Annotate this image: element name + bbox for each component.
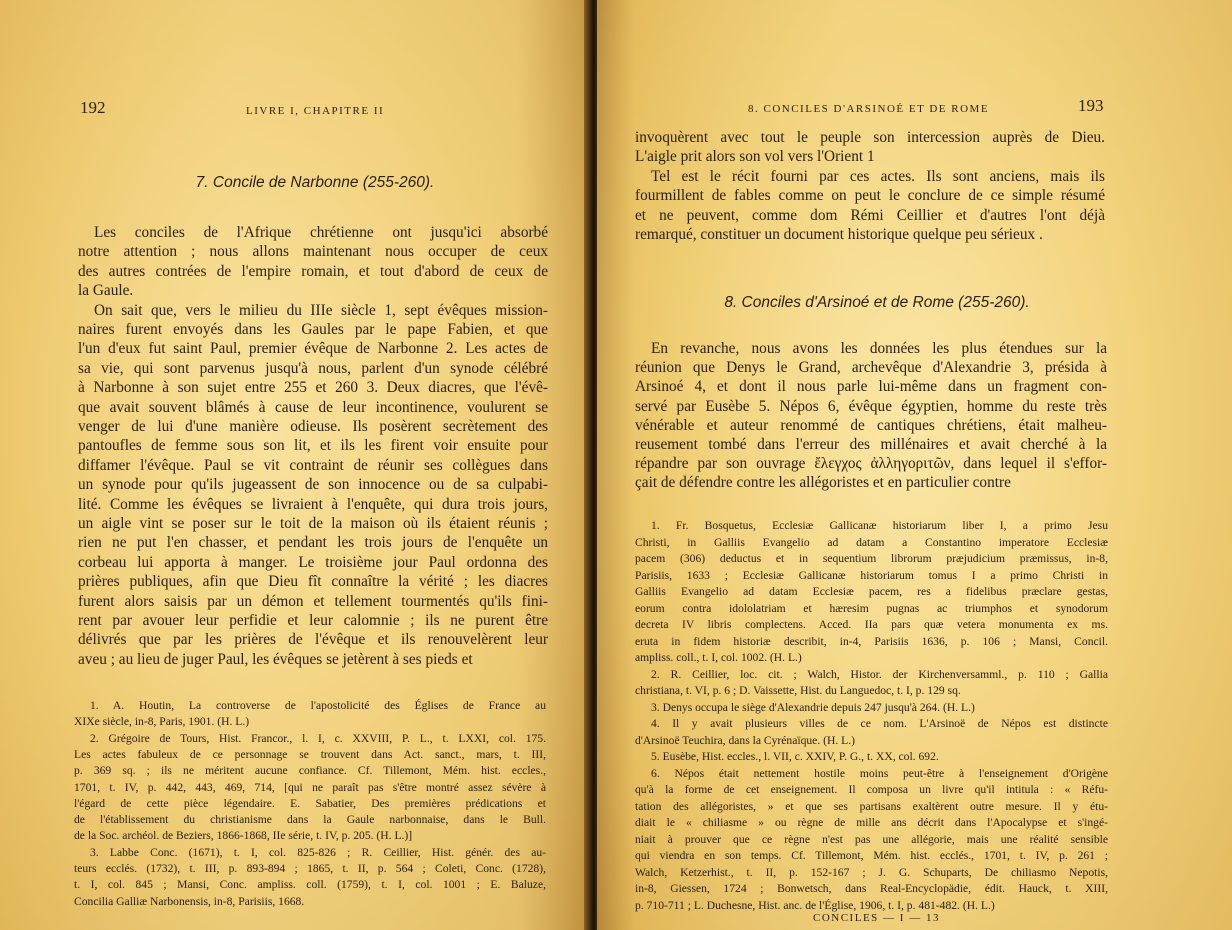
footnote-line: tation des allégoristes, » et que ses partisans exaltèrent outre mesure. Il y étu- (635, 799, 1108, 813)
footnote-line: ampliss. coll., t. I, col. 1002. (H. L.) (635, 651, 802, 664)
text-line: l'un d'eux fut saint Paul, premier évêque de Narbonne 2. Les actes de (78, 340, 548, 358)
footnote-line: 1701, t. IV, p. 442, 443, 469, 714, [qui ne paraît pas s'être montré assez sévère à (74, 780, 546, 794)
text-line: rent par avouer leur perfidie et leur calomnie ; ils ne purent être (78, 612, 548, 629)
text-line: corbeau lui apporta à manger. Le troisième jour Paul ordonna des (78, 553, 548, 571)
text-line: pantoufles de femme sous son lit, et ils les firent voir ensuite pour (78, 437, 548, 455)
text-line: répandre par son ouvrage ἔλεγχος ἀλληγοριτῶν, dans lequel il s'effor- (635, 455, 1107, 473)
running-head: LIVRE I, CHAPITRE II (246, 105, 385, 117)
footnote-line: 3. Denys occupa le siège d'Alexandrie depuis 247 jusqu'à 264. (H. L.) (651, 700, 975, 714)
footnote-line: d'Arsinoë Teuchira, dans la Cyrénaïque. (H. L.) (635, 733, 855, 747)
footnote-line: 1. A. Houtin, La controverse de l'apostolicité des Églises de France au (90, 699, 546, 712)
text-line: On sait que, vers le milieu du IIIe siècle 1, sept évêques mission- (94, 301, 548, 319)
text-line: un aigle vint se poser sur le toit de la maison où ils étaient réunis ; (78, 515, 548, 532)
footnote-line: Concilia Galliæ Narbonensis, in-8, Parisiis, 1668. (74, 894, 305, 908)
footnote-line: 6. Népos était nettement hostile moins peut-être à l'enseignement d'Origène (651, 766, 1108, 780)
footnote-line: 2. Grégoire de Tours, Hist. Francor., l. I, c. XXVIII, P. L., t. LXXI, col. 175. (90, 731, 546, 745)
text-line: un synode pour qu'ils jugeassent de son innocence ou de sa culpabi- (78, 476, 548, 494)
text-line: réunion que Denys le Grand, archevêque d'Alexandrie 3, présida à (635, 359, 1107, 377)
footnote-line: diait le « chiliasme » ou règne de mille ans décrit dans l'Apocalypse et s'ingé- (635, 816, 1108, 829)
text-line: et ne peuvent, comme dom Rémi Ceillier et d'autres l'ont déjà (635, 206, 1105, 224)
footnote-line: in-8, Giessen, 1724 ; Bonwetsch, dans Real-Encyclopädie, édit. Hauck, t. XIII, (635, 882, 1108, 895)
footnote-line: t. I, col. 845 ; Mansi, Conc. ampliss. coll. (1759), t. I, col. 1001 ; E. Baluze, (74, 878, 546, 892)
running-head: 8. CONCILES D'ARSINOÉ ET DE ROME (748, 103, 990, 115)
footnote-line: de la Soc. archéol. de Beziers, 1866-1868, IIe série, t. IV, p. 205. (H. L.)] (74, 829, 413, 843)
signature-mark: CONCILES — I — 13 (813, 912, 940, 924)
text-line: diffamer l'évêque. Paul se vit contraint de réunir ses collègues dans (78, 456, 548, 474)
footnote-line: l'égard de cette pièce légendaire. E. Sabatier, Des premières prédications et (74, 796, 546, 810)
text-line: venger de lui d'une manière odieuse. Ils posèrent secrètement des (78, 418, 548, 435)
footnote-line: Parisiis, 1633 ; Ecclesiæ Gallicanæ historiarum tomus I a primo Christi in (635, 568, 1108, 582)
footnote-line: christiana, t. VI, p. 6 ; D. Vaissette, Hist. du Languedoc, t. I, p. 129 sq. (635, 684, 961, 697)
footnote-line: p. 369 sq. ; ils ne méritent aucune confiance. Cf. Tillemont, Mém. hist. eccles., (74, 764, 546, 778)
text-line: notre attention ; nous allons maintenant nous occuper de ceux (78, 243, 548, 261)
text-line: rien ne put l'en chasser, et pendant les trois jours de l'enquête un (78, 534, 548, 552)
footnote-line: XIXe siècle, in-8, Paris, 1901. (H. L.) (74, 715, 250, 729)
text-line: fourmillent de fables comme on peut le conclure de ce simple résumé (635, 187, 1105, 205)
text-line: remarqué, constituer un document historique quelque peu sérieux . (635, 226, 1043, 243)
text-line: furent alors saisis par un démon et tellement tourmentés qu'ils fini- (78, 592, 548, 610)
text-line: Les conciles de l'Afrique chrétienne ont jusqu'ici absorbé (94, 224, 548, 241)
text-line: L'aigle prit alors son vol vers l'Orient 1 (635, 148, 875, 166)
footnote-line: 3. Labbe Conc. (1671), t. I, col. 825-826 ; R. Ceillier, Hist. génér. des au- (90, 845, 546, 859)
footnote-line: teurs ecclés. (1732), t. III, p. 893-894 ; 1865, t. II, p. 564 ; Coleti, Conc. (1728), (74, 862, 546, 875)
text-line: servé par Eusèbe 5. Népos 6, évêque égyptien, homme du reste très (635, 397, 1107, 415)
right-page (597, 0, 1232, 930)
text-line: Tel est le récit fourni par ces actes. Ils sont anciens, mais ils (651, 167, 1105, 185)
left-page (0, 0, 588, 930)
footnote-line: Christi, in Galliis Evangelio ad datam a Constantino imperatore Ecclesiæ (635, 535, 1108, 549)
footnote-line: Les actes fabuleux de ce personnage se trouvent dans Act. sanct., mars, t. III, (74, 747, 546, 761)
text-line: vénérable et auteur renommé de cantiques chrétiens, était malheu- (635, 416, 1107, 434)
footnote-line: 1. Fr. Bosquetus, Ecclesiæ Gallicanæ historiarum liber I, a primo Jesu (651, 519, 1108, 532)
footnote-line: qui viendra en son temps. Cf. Tillemont, Mém. hist. ecclés., 1701, t. IV, p. 261 ; (635, 849, 1108, 862)
section-title: 8. Conciles d'Arsinoé et de Rome (255-260). (724, 294, 1030, 311)
page-number: 192 (80, 98, 106, 117)
text-line: lité. Comme les évêques se livraient à l'enquête, qui dura trois jours, (78, 495, 548, 513)
text-line: la Gaule. (78, 282, 134, 300)
footnote-line: qu'à la forme de cet enseignement. Il composa un livre qu'il intitula : « Réfu- (635, 783, 1108, 796)
footnote-line: decreta IV libris complectens. Acced. IIa pars quæ vetera monumenta ex ms. (635, 618, 1108, 631)
text-line: délivrés que par les prières de l'évêque et ils renouvelèrent leur (78, 631, 548, 649)
text-line: En revanche, nous avons les données les plus étendues sur la (651, 340, 1107, 357)
text-line: çait de défendre contre les allégoristes et en particulier contre (635, 474, 1011, 492)
page-number: 193 (1078, 96, 1104, 115)
text-line: naires furent envoyés dans les Gaules par le pape Fabien, et que (78, 321, 548, 338)
footnote-line: 4. Il y avait plusieurs villes de ce nom. L'Arsinoë de Népos est distincte (651, 717, 1108, 730)
footnote-line: pacem (306) deductus et in sequentium librorum præjudicium præmissus, in-8, (635, 552, 1108, 565)
footnote-line: p. 710-711 ; L. Duchesne, Hist. anc. de l'Église, 1906, t. I, p. 481-482. (H. L.) (635, 898, 995, 912)
text-line: Arsinoé 4, et dont il nous parle lui-même dans un fragment con- (635, 378, 1107, 396)
footnote-line: 2. R. Ceillier, loc. cit. ; Walch, Histor. der Kirchenversamml., p. 110 ; Gallia (651, 667, 1108, 681)
text-line: aveu ; au lieu de juger Paul, les évêques se jetèrent à ses pieds et (78, 650, 473, 668)
footnote-line: eorum contra idololatriam et hæresim pugnas ac triumphos et synodorum (635, 601, 1108, 615)
text-line: invoquèrent avec tout le peuple son intercession auprès de Dieu. (635, 129, 1105, 146)
footnote-line: Walch, Ketzerhist., t. II, p. 152-167 ; J. G. Schuparts, De chiliasmo Nepotis, (635, 865, 1108, 879)
text-line: à Narbonne à son sujet entre 255 et 260 3. Deux diacres, que l'évê- (78, 379, 548, 397)
text-line: prières publiques, afin que Dieu fît connaître la vérité ; les diacres (78, 573, 548, 591)
text-line: que avait souvent blâmés à cause de leur incontinence, voulurent se (78, 398, 548, 416)
footnote-line: Galliis Evangelio ad datam Ecclesiæ pacem, res a fidelibus præclare gestas, (635, 585, 1108, 598)
section-title: 7. Concile de Narbonne (255-260). (195, 174, 435, 191)
footnote-line: de l'établissement du christianisme dans la Gaule narbonnaise, dans le Bull. (74, 813, 546, 827)
footnote-line: niait à prouver que ce règne n'est pas une allégorie, mais une réalité sensible (635, 832, 1108, 846)
text-line: sa vie, qui sont parvenus jusqu'à nous, parlent d'un synode célébré (78, 359, 548, 377)
footnote-line: eruta in fidem historiæ describit, in-4, Parisiis 1636, p. 106 ; Mansi, Concil. (635, 634, 1108, 648)
text-line: reusement tombé dans l'erreur des millénaires et avait cherché à la (635, 436, 1107, 453)
footnote-line: 5. Eusèbe, Hist. eccles., l. VII, c. XXIV, P. G., t. XX, col. 692. (651, 750, 939, 763)
text-line: des autres contrées de l'empire romain, et tout d'abord de ceux de (78, 262, 548, 280)
